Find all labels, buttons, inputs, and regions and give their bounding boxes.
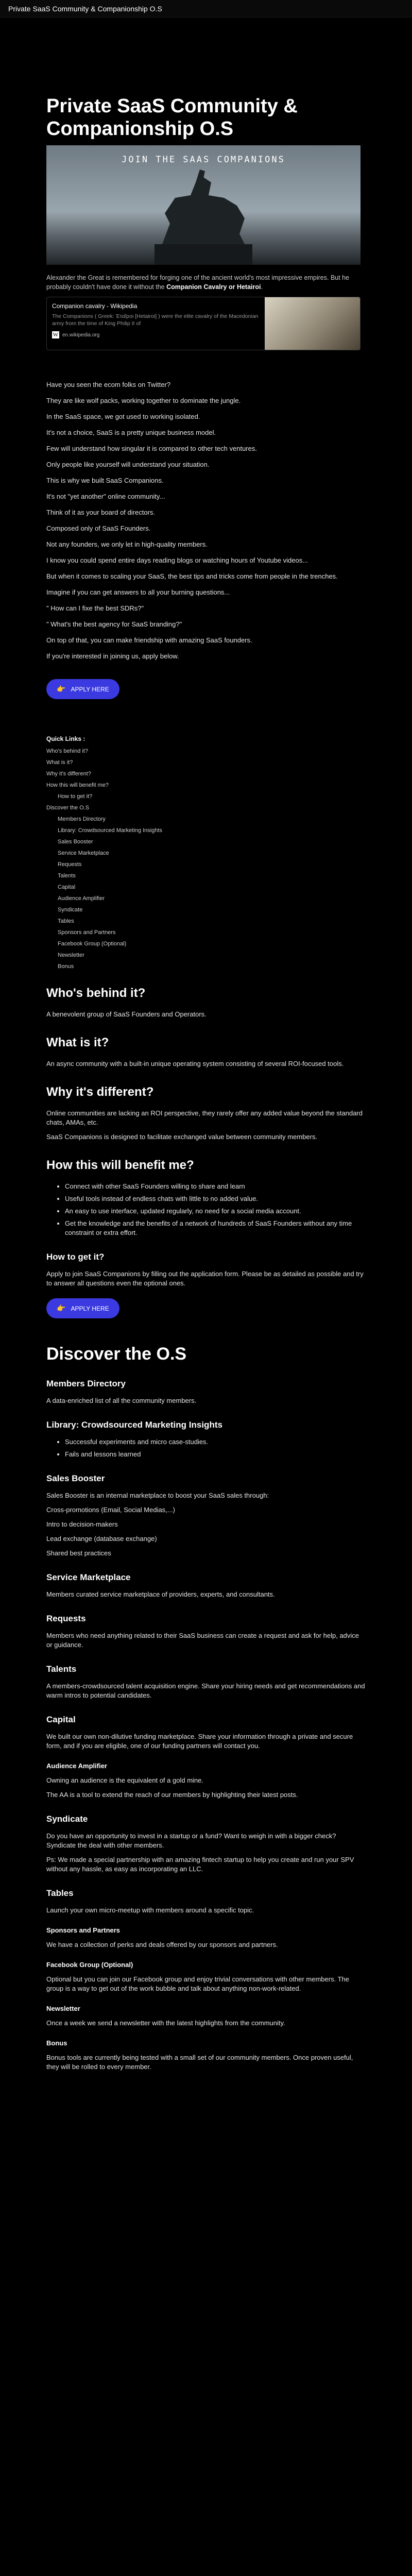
apply-button-2[interactable] bbox=[46, 1298, 119, 1318]
pitch-line: Think of it as your board of directors. bbox=[46, 509, 155, 516]
sales-lines bbox=[46, 1491, 366, 1558]
hero-banner-text: JOIN THE SAAS COMPANIONS bbox=[122, 155, 285, 165]
quick-link-how-to-get[interactable]: How to get it? bbox=[58, 793, 93, 800]
pitch-line: Have you seen the ecom folks on Twitter? bbox=[46, 381, 171, 388]
site-title[interactable]: Private SaaS Community & Companionship O.S bbox=[8, 4, 162, 13]
pointing-hand-icon: 👉 bbox=[57, 685, 66, 693]
directory-text: A data-enriched list of all the community members. bbox=[46, 1397, 197, 1404]
syndicate-heading: Syndicate bbox=[46, 1814, 88, 1824]
howto-heading: How to get it? bbox=[46, 1252, 105, 1262]
bonus-text: Bonus tools are currently being tested with a small set of our community members. Once proven useful, they will be rolled to every member. bbox=[46, 2054, 353, 2071]
pitch-line: On top of that, you can make friendship with amazing SaaS founders. bbox=[46, 636, 252, 644]
pitch-line: " How can I fixe the best SDRs?" bbox=[46, 604, 144, 612]
pitch-line: Not any founders, we only let in high-quality members. bbox=[46, 540, 208, 548]
apply-button-label: APPLY HERE bbox=[71, 685, 109, 693]
pitch-line: I know you could spend entire days reading blogs or watching hours of Youtube videos... bbox=[46, 556, 308, 564]
quick-link[interactable]: What is it? bbox=[46, 759, 73, 766]
page-title: Private SaaS Community & Companionship O.S bbox=[46, 95, 298, 140]
wikipedia-link-card[interactable] bbox=[46, 297, 360, 350]
tables-heading: Tables bbox=[46, 1888, 74, 1898]
capital-text: We built our own non-dilutive funding marketplace. Share your information through a private and secure form, and if you are eligible, one of our funding partners will contact you. bbox=[46, 1733, 353, 1750]
pitch-line: This is why we built SaaS Companions. bbox=[46, 477, 164, 484]
quick-link-os-item[interactable]: Requests bbox=[58, 861, 82, 868]
hero-image bbox=[46, 145, 360, 265]
quick-link-os-item[interactable]: Facebook Group (Optional) bbox=[58, 941, 127, 947]
behind-heading: Who's behind it? bbox=[46, 986, 146, 1000]
library-item: • Successful experiments and micro case-studies. bbox=[65, 1437, 366, 1447]
quick-link-os-item[interactable]: Sponsors and Partners bbox=[58, 929, 116, 936]
benefit-heading: How this will benefit me? bbox=[46, 1158, 194, 1172]
apply-button-label: APPLY HERE bbox=[71, 1304, 109, 1312]
newsletter-heading: Newsletter bbox=[46, 2005, 80, 2012]
library-item: • Fails and lessons learned bbox=[65, 1450, 366, 1459]
quick-link-os-item[interactable]: Service Marketplace bbox=[58, 850, 109, 856]
syndicate-text-2: Ps: We made a special partnership with an amazing fintech startup to help you create and run your SPV without any hassle, as easy as incorporating an LLC. bbox=[46, 1856, 354, 1873]
benefit-item: • Get the knowledge and the benefits of a network of hundreds of SaaS Founders without any time constraint or extra effort. bbox=[65, 1219, 366, 1238]
top-bar bbox=[0, 0, 412, 18]
pitch-lines bbox=[46, 380, 366, 661]
intro-link[interactable]: Companion Cavalry or Hetairoi bbox=[166, 283, 261, 291]
quick-link-os-item[interactable]: Library: Crowdsourced Marketing Insights bbox=[58, 827, 162, 834]
sponsors-heading: Sponsors and Partners bbox=[46, 1926, 121, 1934]
requests-text: Members who need anything related to their SaaS business can create a request and ask for help, advice or guidance. bbox=[46, 1632, 359, 1649]
wiki-card-thumbnail bbox=[265, 297, 360, 350]
directory-heading: Members Directory bbox=[46, 1379, 126, 1388]
bonus-heading: Bonus bbox=[46, 2039, 67, 2047]
facebook-text: Optional but you can join our Facebook group and enjoy trivial conversations with other members. The group is a way to get out of the work bubble and talk about anything non-work-related. bbox=[46, 1975, 349, 1992]
quick-link[interactable]: How this will benefit me? bbox=[46, 782, 109, 788]
pitch-line: Only people like yourself will understand your situation. bbox=[46, 461, 210, 468]
intro-end: . bbox=[261, 283, 263, 291]
quick-link-discover[interactable]: Discover the O.S bbox=[46, 805, 90, 811]
wiki-card-description: The Companions ( Greek: Ἑταῖροι [Hetairoi] ) were the elite cavalry of the Macedonian army from the time of King Philip II of bbox=[52, 313, 259, 327]
pitch-line: Imagine if you can get answers to all your burning questions... bbox=[46, 588, 230, 596]
library-heading: Library: Crowdsourced Marketing Insights bbox=[46, 1420, 222, 1430]
facebook-heading: Facebook Group (Optional) bbox=[46, 1961, 133, 1969]
discover-heading: Discover the O.S bbox=[46, 1344, 187, 1364]
pitch-line: Few will understand how singular it is compared to other tech ventures. bbox=[46, 445, 257, 452]
pitch-line: If you're interested in joining us, apply below. bbox=[46, 652, 179, 660]
capital-heading: Capital bbox=[46, 1715, 76, 1724]
quick-link-os-item[interactable]: Capital bbox=[58, 884, 76, 890]
quick-link[interactable]: Who's behind it? bbox=[46, 748, 88, 754]
what-text: An async community with a built-in unique operating system consisting of several ROI-focused tools. bbox=[46, 1060, 344, 1067]
howto-text: Apply to join SaaS Companions by filling out the application form. Please be as detailed as possible and try to answer all questions even the optional ones. bbox=[46, 1270, 364, 1287]
pitch-line: Composed only of SaaS Founders. bbox=[46, 524, 151, 532]
why-text-1: Online communities are lacking an ROI perspective, they rarely offer any added value beyond the standard chats, AMAs, etc. bbox=[46, 1109, 363, 1126]
amplifier-text-2: The AA is a tool to extend the reach of our members by highlighting their latest posts. bbox=[46, 1791, 298, 1799]
amplifier-heading: Audience Amplifier bbox=[46, 1762, 107, 1770]
what-heading: What is it? bbox=[46, 1036, 109, 1049]
quick-links-title: Quick Links : bbox=[46, 735, 85, 742]
benefit-item: • Connect with other SaaS Founders willing to share and learn bbox=[65, 1182, 366, 1191]
pitch-line: It's not "yet another" online community... bbox=[46, 493, 165, 500]
newsletter-text: Once a week we send a newsletter with the latest highlights from the community. bbox=[46, 2019, 285, 2027]
apply-button[interactable] bbox=[46, 679, 119, 699]
pointing-hand-icon: 👉 bbox=[57, 1304, 66, 1312]
benefit-list bbox=[46, 1182, 366, 1238]
wikipedia-logo-icon: W bbox=[53, 332, 59, 338]
library-list bbox=[46, 1437, 366, 1459]
sales-line: Cross-promotions (Email, Social Medias,...) bbox=[46, 1506, 175, 1514]
syndicate-text-1: Do you have an opportunity to invest in a startup or a fund? Want to weigh in with a bigger check? Syndicate the deal with other members. bbox=[46, 1832, 336, 1849]
sales-line: Shared best practices bbox=[46, 1549, 111, 1557]
pitch-line: It's not a choice, SaaS is a pretty unique business model. bbox=[46, 429, 216, 436]
wiki-card-url: en.wikipedia.org bbox=[62, 332, 100, 338]
intro-text: Alexander the Great is remembered for forging one of the ancient world's most impressive empires. But he probably couldn't have done it without the bbox=[46, 274, 350, 291]
quick-links bbox=[46, 735, 366, 970]
why-text-2: SaaS Companions is designed to facilitate exchanged value between community members. bbox=[46, 1133, 318, 1141]
benefit-item: • Useful tools instead of endless chats with little to no added value. bbox=[65, 1194, 366, 1204]
quick-link-os-item[interactable]: Sales Booster bbox=[58, 839, 93, 845]
sales-line: Sales Booster is an internal marketplace to boost your SaaS sales through: bbox=[46, 1492, 269, 1499]
quick-link-os-item[interactable]: Talents bbox=[58, 873, 76, 879]
quick-link-os-item[interactable]: Tables bbox=[58, 918, 74, 924]
quick-link-os-item[interactable]: Audience Amplifier bbox=[58, 895, 105, 902]
pitch-line: But when it comes to scaling your SaaS, the best tips and tricks come from people in the trenches. bbox=[46, 572, 338, 580]
intro-paragraph bbox=[46, 273, 366, 292]
quick-link-os-item[interactable]: Members Directory bbox=[58, 816, 106, 822]
market-text: Members curated service marketplace of providers, experts, and consultants. bbox=[46, 1590, 275, 1598]
talents-text: A members-crowdsourced talent acquisition engine. Share your hiring needs and get recommendations and warm intros to potential candidates. bbox=[46, 1682, 365, 1699]
requests-heading: Requests bbox=[46, 1614, 86, 1623]
quick-link-os-item[interactable]: Bonus bbox=[58, 963, 74, 970]
sponsors-text: We have a collection of perks and deals offered by our sponsors and partners. bbox=[46, 1941, 278, 1948]
page-content bbox=[46, 18, 366, 2072]
quick-link-os-item[interactable]: Newsletter bbox=[58, 952, 84, 958]
quick-link-os-item[interactable]: Syndicate bbox=[58, 907, 83, 913]
pitch-line: " What's the best agency for SaaS branding?" bbox=[46, 620, 182, 628]
wiki-card-title: Companion cavalry - Wikipedia bbox=[52, 302, 138, 310]
pitch-line: They are like wolf packs, working together to dominate the jungle. bbox=[46, 397, 241, 404]
market-heading: Service Marketplace bbox=[46, 1572, 131, 1582]
tables-text: Launch your own micro-meetup with members around a specific topic. bbox=[46, 1906, 254, 1914]
sales-line: Lead exchange (database exchange) bbox=[46, 1535, 157, 1543]
sales-line: Intro to decision-makers bbox=[46, 1520, 118, 1528]
benefit-item: • An easy to use interface, updated regularly, no need for a social media account. bbox=[65, 1207, 366, 1216]
why-heading: Why it's different? bbox=[46, 1085, 154, 1099]
sales-heading: Sales Booster bbox=[46, 1473, 105, 1483]
talents-heading: Talents bbox=[46, 1664, 77, 1674]
amplifier-text-1: Owning an audience is the equivalent of a gold mine. bbox=[46, 1776, 203, 1784]
pitch-line: In the SaaS space, we got used to working isolated. bbox=[46, 413, 200, 420]
quick-link[interactable]: Why it's different? bbox=[46, 771, 91, 777]
statue-silhouette-icon bbox=[134, 167, 273, 265]
behind-text: A benevolent group of SaaS Founders and Operators. bbox=[46, 1010, 207, 1018]
